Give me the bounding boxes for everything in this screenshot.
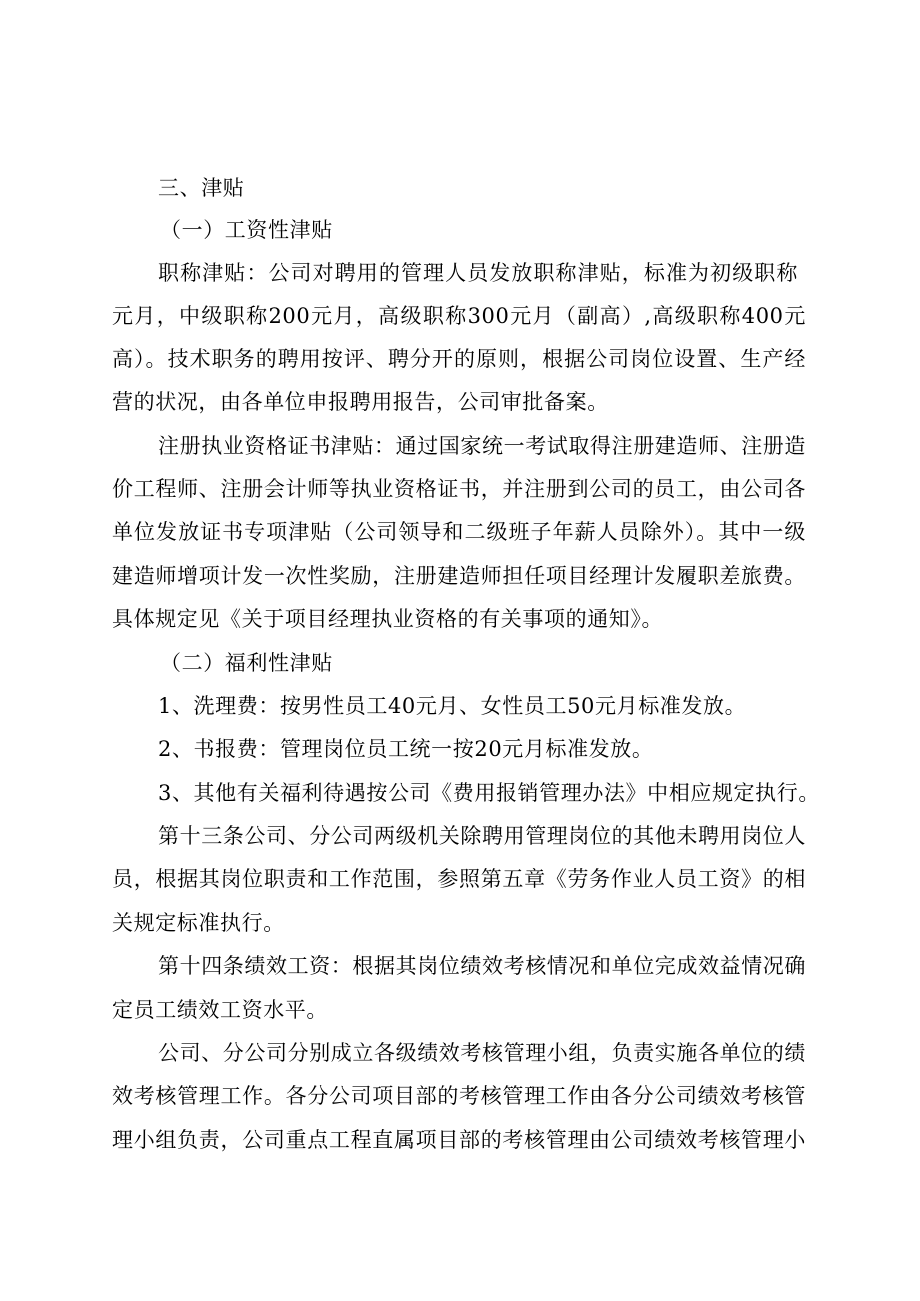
article-13-line-1: 第十三条公司、分公司两级机关除聘用管理岗位的其他未聘用岗位人 bbox=[158, 824, 806, 848]
paragraph-performance-group-line-1: 公司、分公司分别成立各级绩效考核管理小组，负责实施各单位的绩 bbox=[158, 1041, 806, 1065]
paragraph-title-allowance-line-1: 职称津贴：公司对聘用的管理人员发放职称津贴，标准为初级职称 bbox=[158, 261, 798, 285]
article-13-line-3: 关规定标准执行。 bbox=[112, 911, 285, 935]
list-item-grooming-fee: 1、洗理费：按男性员工40元月、女性员工50元月标准发放。 bbox=[158, 694, 747, 718]
paragraph-certificate-allowance-line-2: 价工程师、注册会计师等执业资格证书，并注册到公司的员工，由公司各 bbox=[112, 477, 806, 501]
paragraph-certificate-allowance-line-4: 建造师增项计发一次性奖励，注册建造师担任项目经理计发履职差旅费。 bbox=[112, 564, 806, 588]
list-item-other-welfare: 3、其他有关福利待遇按公司《费用报销管理办法》中相应规定执行。 bbox=[158, 781, 820, 805]
paragraph-certificate-allowance-line-3: 单位发放证书专项津贴（公司领导和二级班子年薪人员除外）。其中一级 bbox=[112, 520, 806, 544]
section-heading-allowance: 三、津贴 bbox=[158, 176, 245, 200]
paragraph-title-allowance-line-4: 营的状况，由各单位申报聘用报告，公司审批备案。 bbox=[112, 390, 609, 414]
subsection-heading-welfare-allowance: （二）福利性津贴 bbox=[160, 651, 333, 675]
subsection-heading-salary-allowance: （一）工资性津贴 bbox=[160, 218, 333, 242]
paragraph-title-allowance-line-2: 元月，中级职称200元月，高级职称300元月（副高）,高级职称400元 bbox=[112, 304, 806, 328]
list-item-newspaper-fee: 2、书报费：管理岗位员工统一按20元月标准发放。 bbox=[158, 737, 654, 761]
paragraph-performance-group-line-3: 理小组负责，公司重点工程直属项目部的考核管理由公司绩效考核管理小 bbox=[112, 1128, 806, 1152]
paragraph-certificate-allowance-line-5: 具体规定见《关于项目经理执业资格的有关事项的通知》。 bbox=[112, 607, 664, 631]
paragraph-certificate-allowance-line-1: 注册执业资格证书津贴：通过国家统一考试取得注册建造师、注册造 bbox=[158, 434, 806, 458]
paragraph-performance-group-line-2: 效考核管理工作。各分公司项目部的考核管理工作由各分公司绩效考核管 bbox=[112, 1084, 806, 1108]
article-13-line-2: 员，根据其岗位职责和工作范围，参照第五章《劳务作业人员工资》的相 bbox=[112, 867, 806, 891]
article-14-line-1: 第十四条绩效工资：根据其岗位绩效考核情况和单位完成效益情况确 bbox=[158, 954, 806, 978]
paragraph-title-allowance-line-3: 高）。技术职务的聘用按评、聘分开的原则，根据公司岗位设置、生产经 bbox=[112, 347, 806, 371]
article-14-line-2: 定员工绩效工资水平。 bbox=[112, 998, 328, 1022]
